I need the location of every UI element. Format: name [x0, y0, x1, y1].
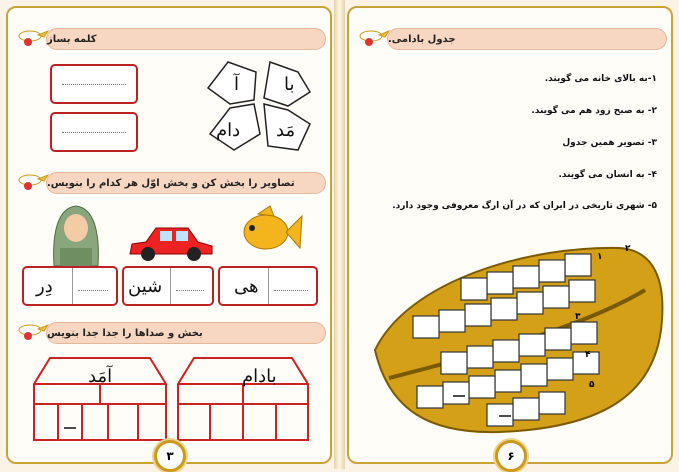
- clue-4: ۴- به انسان می گویند.: [558, 170, 657, 180]
- piece-ba: با: [284, 74, 295, 95]
- piece-mad: مَد: [276, 120, 296, 141]
- grid-number-5: ۵: [589, 380, 595, 390]
- syllable-puzzle: [198, 58, 323, 158]
- answer-box-1[interactable]: [50, 64, 138, 104]
- almond-crossword: [369, 240, 669, 440]
- page-number: ۶: [495, 440, 527, 472]
- right-page: [347, 6, 673, 464]
- piece-dam: دام: [216, 120, 241, 141]
- page-number: ۳: [154, 440, 186, 472]
- bird-icon: [16, 320, 50, 342]
- picture-box-fish[interactable]: هی: [218, 266, 318, 306]
- bird-icon: [16, 26, 50, 48]
- picture-box-car[interactable]: شین: [122, 266, 214, 306]
- piece-a: آ: [234, 74, 240, 95]
- section-header-word-build: کلمه بساز: [46, 28, 326, 50]
- fish-icon: [236, 204, 304, 256]
- house-word-amad: آمَد: [88, 366, 113, 387]
- book-spine: [334, 0, 345, 469]
- clue-3: ۳- تصویر همین جدول: [562, 138, 657, 148]
- answer-box-2[interactable]: [50, 112, 138, 152]
- grid-number-1: ۱: [597, 252, 603, 262]
- clue-1: ۱-به بالای خانه می گویند.: [544, 74, 657, 84]
- bird-icon: [357, 26, 391, 48]
- left-page: [6, 6, 332, 464]
- grid-number-3: ۳: [575, 312, 581, 322]
- syllable-houses: [28, 354, 328, 444]
- section-header-pictures: تصاویر را بخش کن و بخش اوّل هر کدام را بنویس.: [46, 172, 326, 194]
- grid-number-2: ۲: [625, 244, 631, 254]
- picture-box-woman[interactable]: دِر: [22, 266, 118, 306]
- car-icon: [126, 220, 216, 262]
- section-header-syllables: بخش و صداها را جدا جدا بنویس: [46, 322, 326, 344]
- clue-5: ۵- شهری تاریخی در ایران که در آن ارگ معروفی وجود دارد.: [392, 201, 657, 211]
- clue-2: ۲- به صبح زود هم می گویند.: [531, 106, 657, 116]
- woman-icon: [46, 202, 106, 266]
- house-word-badam: بادام: [242, 366, 277, 387]
- bird-icon: [16, 170, 50, 192]
- section-header-almond-puzzle: جدول بادامی.: [387, 28, 667, 50]
- grid-number-4: ۴: [585, 350, 591, 360]
